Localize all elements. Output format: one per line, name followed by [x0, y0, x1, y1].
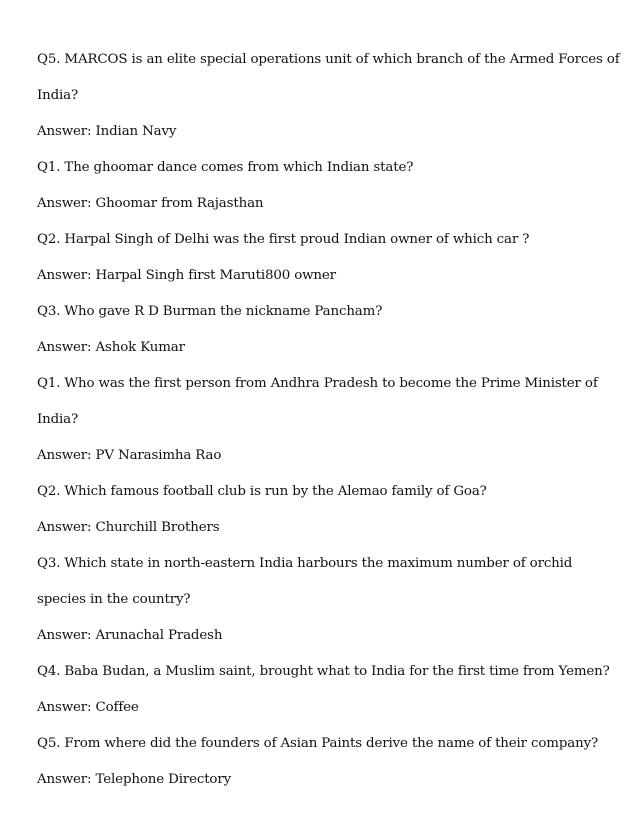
question-line: Q1. Who was the first person from Andhra Pradesh to become the Prime Minister of — [37, 376, 598, 391]
question-line: Q2. Harpal Singh of Delhi was the first proud Indian owner of which car ? — [37, 232, 530, 247]
question-line: Q3. Which state in north-eastern India harbours the maximum number of orchid — [37, 556, 573, 571]
answer-line: Answer: Harpal Singh first Maruti800 owner — [37, 268, 336, 283]
answer-line: Answer: Telephone Directory — [37, 772, 232, 787]
answer-line: Answer: Indian Navy — [37, 124, 177, 139]
answer-line: Answer: Coffee — [37, 700, 139, 715]
answer-line: Answer: PV Narasimha Rao — [37, 448, 222, 463]
answer-line: Answer: Ashok Kumar — [37, 340, 185, 355]
answer-line: Answer: Churchill Brothers — [37, 520, 220, 535]
question-line: India? — [37, 412, 79, 427]
question-line: Q3. Who gave R D Burman the nickname Pancham? — [37, 304, 383, 319]
question-line: Q2. Which famous football club is run by the Alemao family of Goa? — [37, 484, 487, 499]
question-line: India? — [37, 88, 79, 103]
question-line: Q4. Baba Budan, a Muslim saint, brought what to India for the first time from Yemen? — [37, 664, 610, 679]
question-line: Q1. The ghoomar dance comes from which Indian state? — [37, 160, 414, 175]
question-line: Q5. From where did the founders of Asian Paints derive the name of their company? — [37, 736, 599, 751]
question-line: species in the country? — [37, 592, 191, 607]
question-line: Q5. MARCOS is an elite special operations unit of which branch of the Armed Forces of — [37, 52, 620, 67]
answer-line: Answer: Arunachal Pradesh — [37, 628, 223, 643]
answer-line: Answer: Ghoomar from Rajasthan — [37, 196, 264, 211]
quiz-text-body — [37, 47, 620, 803]
